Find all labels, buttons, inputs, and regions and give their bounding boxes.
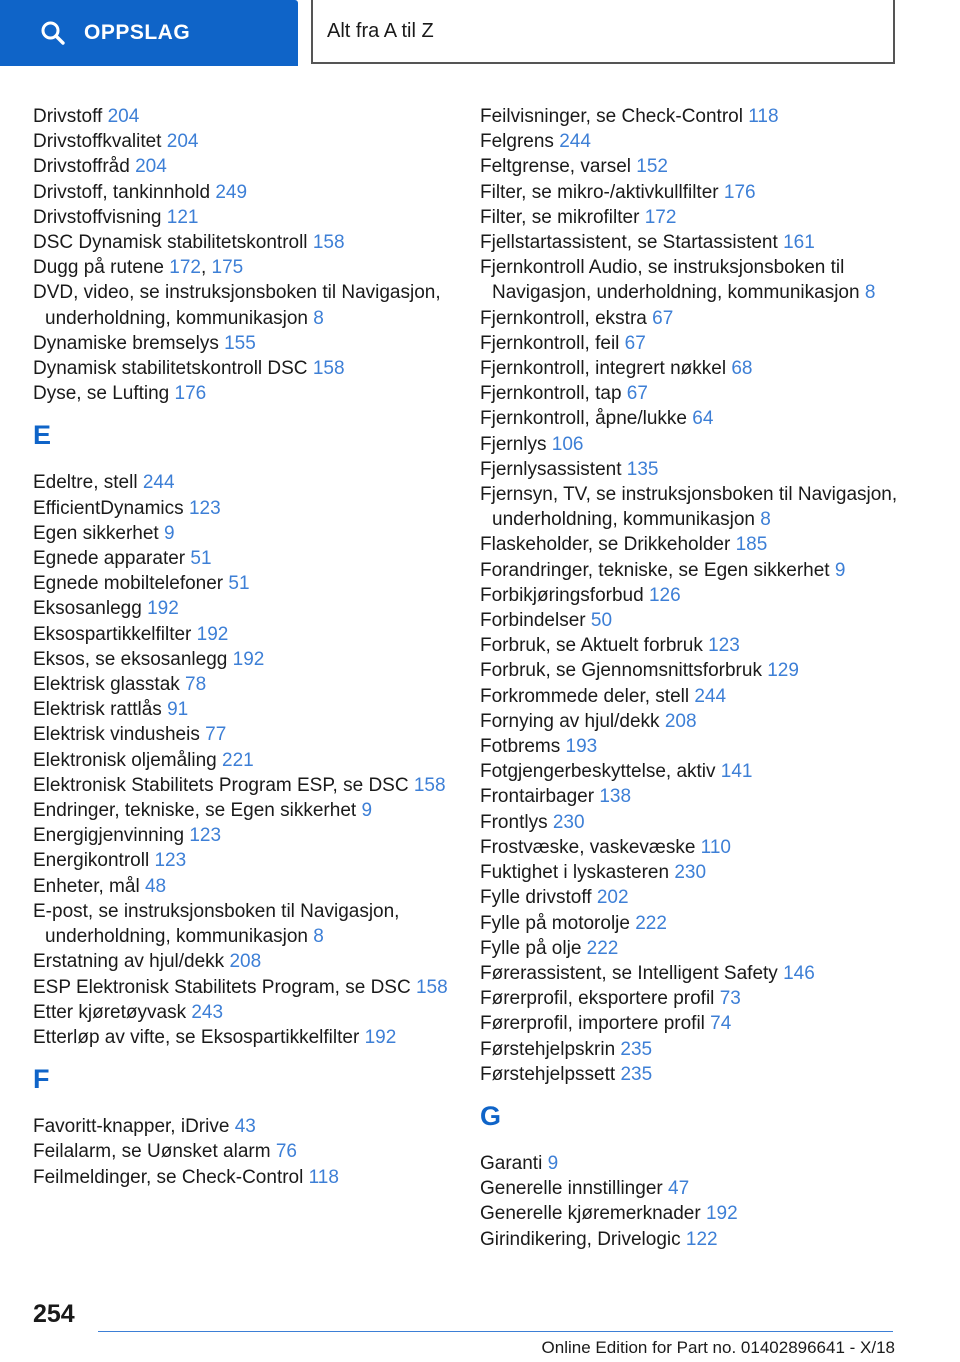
page-link[interactable]: 172 [644,206,677,228]
page-link[interactable]: 152 [636,156,668,178]
page-link[interactable]: 249 [215,181,248,203]
index-entry-text: Filter, se mikrofilter [480,206,645,228]
index-entry-text: Endringer, tekniske, se Egen sikkerhet [33,800,362,822]
page-link[interactable]: 244 [694,685,727,707]
index-entry-text: Frostvæske, vaskevæske [480,836,701,858]
page-link[interactable]: 135 [626,458,659,480]
index-entry-text: Feilmeldinger, se Check-Control [33,1166,309,1188]
index-entry-text: Dynamisk stabilitetskontroll DSC [33,358,313,380]
index-entry [33,104,453,129]
index-entry [480,835,900,860]
index-entry [480,356,900,381]
index-entry-text: Etterløp av vifte, se Eksospartikkelfilter [33,1026,365,1048]
index-entry [33,1114,453,1139]
index-entry-text: Fjernkontroll, tap [480,383,627,405]
index-entry [480,381,900,406]
index-entry [480,1151,900,1176]
page-link[interactable]: 48 [144,875,167,897]
index-entry-text: DVD, video, se instruksjonsboken til Navigasjon, underholdning, kommunikasjon [33,282,441,329]
index-entry-text: Generelle kjøremerknader [480,1203,706,1225]
index-entry [33,722,453,747]
index-entry-text: Fylle drivstoff [480,887,597,909]
page-link[interactable]: 204 [135,156,167,178]
index-entry [33,949,453,974]
index-entry-text: Fjernkontroll, ekstra [480,307,653,329]
index-entry-text: Frontairbager [480,786,600,808]
page-link[interactable]: 222 [586,937,619,959]
index-entry [480,1227,900,1252]
index-entry [33,1139,453,1164]
index-entry-text: Forbruk, se Gjennomsnittsforbruk [480,660,768,682]
index-entry [480,1062,900,1087]
index-entry-text: Favoritt-knapper, iDrive [33,1116,235,1138]
index-entry-text: Fjernsyn, TV, se instruksjonsboken til Navigasjon, underholdning, kommunikasjon [480,484,898,531]
page-link[interactable]: 123 [708,635,740,657]
page-link[interactable]: 68 [731,358,753,380]
index-entry [480,432,900,457]
index-entry-text: Fjernkontroll, åpne/lukke [480,408,693,430]
index-entry-text: Elektronisk Stabilitets Program ESP, se DSC [33,774,414,796]
index-entry [480,406,900,431]
index-entry-text: Elektrisk glasstak [33,674,186,696]
index-letter-heading: F [33,1064,50,1095]
index-entry-text: Felgrens [480,131,560,153]
index-entry-text: Fylle på motorolje [480,912,636,934]
index-entry-text: Feltgrense, varsel [480,156,637,178]
page-link[interactable]: 110 [700,836,731,858]
index-entry [33,129,453,154]
index-entry [480,936,900,961]
index-entry-text: Energikontroll [33,850,155,872]
index-entry-text: Fjernlys [480,433,552,455]
page-link[interactable]: 50 [590,610,613,632]
index-entry [480,709,900,734]
page-link[interactable]: 158 [312,232,345,254]
page-link[interactable]: 118 [308,1166,339,1188]
page-link[interactable]: 155 [224,332,256,354]
index-entry [480,784,900,809]
page-link[interactable]: 51 [190,548,212,570]
index-entry [480,911,900,936]
index-entry [480,885,900,910]
index-entry-text: Dyse, se Lufting [33,383,175,405]
index-entry [33,1165,453,1190]
page-link[interactable]: 158 [312,358,345,380]
page-link[interactable]: 77 [205,724,227,746]
index-entry [33,672,453,697]
index-entry-text: Dugg på rutene [33,257,170,279]
index-entry [33,899,453,949]
index-entry [480,180,900,205]
section-title: Alt fra A til Z [327,19,434,42]
index-entry [33,205,453,230]
index-entry-text: Drivstoffråd [33,156,136,178]
index-entry-text: Feilvisninger, se Check-Control [480,106,749,127]
page-link[interactable]: 202 [596,887,629,909]
index-entry [33,848,453,873]
index-entry-text: E-post, se instruksjonsboken til Navigasjon, underholdning, kommunikasjon [33,900,400,948]
index-entry [480,1011,900,1036]
page-link[interactable]: 76 [275,1141,297,1163]
page-link[interactable]: 176 [723,181,756,203]
index-entry-text: Fornying av hjul/dekk [480,710,665,732]
index-entry-text: Forbikjøringsforbud [480,584,649,606]
index-entry-text: Førerassistent, se Intelligent Safety [480,962,784,984]
page-link[interactable]: 123 [188,497,221,519]
index-entry-text: Fotgjengerbeskyttelse, aktiv [480,761,721,783]
index-entry-text: Fjellstartassistent, se Startassistent [480,232,784,254]
index-entry-text: Egnede apparater [33,548,191,570]
index-entry-text: Flaskeholder, se Drikkeholder [480,534,736,556]
index-entry [480,104,900,129]
page-link[interactable]: 9 [834,559,846,581]
index-entry [33,470,453,495]
index-entry [33,331,453,356]
index-entry-text: Drivstoff [33,106,108,127]
page-link[interactable]: 43 [234,1116,256,1138]
page-link[interactable]: 8 [760,509,771,531]
page-link[interactable]: 208 [229,951,262,973]
page-link[interactable]: 244 [142,472,175,494]
index-entry [33,571,453,596]
index-entry [33,823,453,848]
page-link[interactable]: 67 [626,383,648,405]
page-link[interactable]: 9 [547,1152,559,1174]
index-entry-text: Forbindelser [480,610,591,632]
page-link[interactable]: 244 [559,131,591,153]
footer-divider [98,1331,893,1332]
index-entry [33,975,453,1000]
index-entry-text: Forandringer, tekniske, se Egen sikkerhet [480,559,835,581]
index-entry [480,230,900,255]
page-link[interactable]: 176 [174,383,207,405]
header [0,0,960,66]
index-letter-heading: E [33,420,52,451]
page-link[interactable]: 146 [783,962,815,984]
page-link[interactable]: 161 [783,232,815,254]
index-entry [33,180,453,205]
index-entry [480,860,900,885]
page-link[interactable]: 243 [191,1001,224,1023]
index-entry-text: Energigjenvinning [33,825,190,847]
page-link[interactable]: 73 [719,988,741,1010]
index-entry-text: Garanti [480,1152,548,1174]
page-link[interactable]: 123 [189,825,222,847]
page-link[interactable]: 67 [624,332,646,354]
search-icon [40,20,66,46]
index-entry-text: Edeltre, stell [33,472,143,494]
index-entry [33,647,453,672]
page-link[interactable]: 9 [163,522,175,544]
index-entry [33,546,453,571]
index-entry-text: Drivstoffkvalitet [33,131,167,153]
index-entry [480,558,900,583]
index-entry-text: Erstatning av hjul/dekk [33,951,230,973]
index-entry [33,521,453,546]
page-link[interactable]: 129 [767,660,799,682]
index-entry-text: Drivstoffvisning [33,206,167,228]
index-entry-text: Førstehjelpskrin [480,1038,621,1060]
index-entry-text: Eksos, se eksosanlegg [33,648,233,670]
index-entry [33,748,453,773]
index-entry [33,154,453,179]
index-entry-text: Egnede mobiltelefoner [33,573,229,595]
index-entry [33,381,453,406]
index-entry [480,482,900,532]
index-entry-text: Egen sikkerhet [33,522,164,544]
index-entry [480,1201,900,1226]
section-title-box [311,0,895,64]
index-entry-text: Fotbrems [480,736,566,758]
index-entry-text: Forkrommede deler, stell [480,685,695,707]
index-entry-text: Fjernlysassistent [480,458,627,480]
index-entry [33,496,453,521]
page-link[interactable]: 222 [635,912,667,934]
index-entry [33,280,453,330]
page-link[interactable]: 51 [228,573,250,595]
page-link[interactable]: 8 [313,926,324,948]
index-column-right [480,104,900,1252]
page-link[interactable]: 78 [185,674,207,696]
oppslag-tab[interactable] [0,0,298,66]
page-link[interactable]: 230 [674,862,707,884]
index-entry [33,1025,453,1050]
index-entry-text: Enheter, mål [33,875,145,897]
page-link[interactable]: 158 [415,976,448,998]
index-entry [480,734,900,759]
index-entry [480,810,900,835]
page-link[interactable]: 192 [705,1203,738,1225]
index-entry [480,306,900,331]
page-link[interactable]: 192 [196,623,229,645]
index-entry [33,1000,453,1025]
index-entry [480,1176,900,1201]
page-link[interactable]: 208 [664,710,697,732]
index-entry-text: Eksospartikkelfilter [33,623,197,645]
index-entry [480,457,900,482]
index-entry-text: Fjernkontroll Audio, se instruksjonsboken til Navigasjon, underholdning, kommunikasjon [480,257,865,304]
page-link[interactable]: 64 [692,408,714,430]
page-link[interactable]: 141 [720,761,753,783]
page-link[interactable]: 235 [620,1038,653,1060]
index-entry [33,622,453,647]
page-link[interactable]: 74 [710,1013,732,1035]
oppslag-tab-label: OPPSLAG [84,21,191,44]
page-link[interactable]: 221 [222,749,254,771]
index-entry-text: EfficientDynamics [33,497,189,519]
page-link[interactable]: 204 [107,106,140,127]
index-entry [33,773,453,798]
index-entry [33,596,453,621]
index-entry-text: Førstehjelpssett [480,1063,621,1085]
index-entry [480,205,900,230]
index-entry-text: Drivstoff, tankinnhold [33,181,216,203]
index-entry [33,798,453,823]
index-entry-text: Fuktighet i lyskasteren [480,862,675,884]
page-link[interactable]: 193 [565,736,598,758]
index-entry [480,532,900,557]
page-link[interactable]: 175 [211,257,244,279]
page-number: 254 [33,1300,75,1328]
index-entry [480,583,900,608]
index-entry [480,129,900,154]
index-entry [480,1037,900,1062]
edition-text: Online Edition for Part no. 01402896641 - X/18 [541,1338,895,1357]
page-link[interactable]: 185 [735,534,768,556]
index-entry [480,255,900,305]
index-entry-text: Fylle på olje [480,937,587,959]
page-link[interactable]: 138 [599,786,632,808]
index-entry [480,608,900,633]
page-link[interactable]: 106 [551,433,584,455]
index-entry-text: Førerprofil, eksportere profil [480,988,720,1010]
page-link[interactable]: 8 [864,282,876,304]
page-link[interactable]: 192 [364,1026,397,1048]
index-entry [480,961,900,986]
page-link[interactable]: 172 [169,257,201,279]
index-entry [480,154,900,179]
page-link[interactable]: 121 [166,206,199,228]
index-letter-heading: G [480,1100,502,1131]
index-entry-text: Eksosanlegg [33,598,148,620]
page-link[interactable]: 122 [685,1228,718,1250]
page-link[interactable]: 8 [313,307,324,329]
index-entry-text: Girindikering, Drivelogic [480,1228,686,1250]
index-entry [33,356,453,381]
index-entry-text: Fjernkontroll, feil [480,332,625,354]
index-entry [480,331,900,356]
index-entry-text: Førerprofil, importere profil [480,1013,711,1035]
index-entry [33,874,453,899]
page-link[interactable]: 9 [361,800,373,822]
index-entry [480,633,900,658]
page-link[interactable]: 192 [232,648,265,670]
index-entry-text: Frontlys [480,811,553,833]
page-link[interactable]: 118 [748,106,779,127]
index-entry [480,986,900,1011]
index-entry-text: Elektronisk oljemåling [33,749,223,771]
page-link[interactable]: 67 [652,307,674,329]
index-entry-text: Elektrisk rattlås [33,699,168,721]
page-link[interactable]: 204 [166,131,199,153]
index-entry-text: ESP Elektronisk Stabilitets Program, se DSC [33,976,416,998]
page-link[interactable]: 47 [668,1178,690,1200]
index-entry [480,759,900,784]
page-link[interactable]: 235 [620,1063,653,1085]
page-link[interactable]: 192 [147,598,179,620]
index-entry-text: Elektrisk vindusheis [33,724,206,746]
index-entry: Dugg på rutene 172, 175 [33,257,244,279]
page-link[interactable]: 123 [154,850,187,872]
index-entry [480,684,900,709]
page-link[interactable]: 91 [167,699,189,721]
index-entry-text: DSC Dynamisk stabilitetskontroll [33,232,313,254]
page-link[interactable]: 158 [413,774,446,796]
page-link[interactable]: 126 [648,584,681,606]
index-entry-text: Filter, se mikro-/aktivkullfilter [480,181,724,203]
index-entry [33,697,453,722]
index-entry-text: Fjernkontroll, integrert nøkkel [480,358,732,380]
index-entry-text: Generelle innstillinger [480,1178,668,1200]
index-entry [33,230,453,255]
index-entry-text: Feilalarm, se Uønsket alarm [33,1141,276,1163]
index-column-left [33,104,453,1190]
index-entry [480,658,900,683]
index-entry-text: Dynamiske bremselys [33,332,225,354]
index-entry-text: Forbruk, se Aktuelt forbruk [480,635,709,657]
page-link[interactable]: 230 [552,811,585,833]
index-entry-text: Etter kjøretøyvask [33,1001,192,1023]
